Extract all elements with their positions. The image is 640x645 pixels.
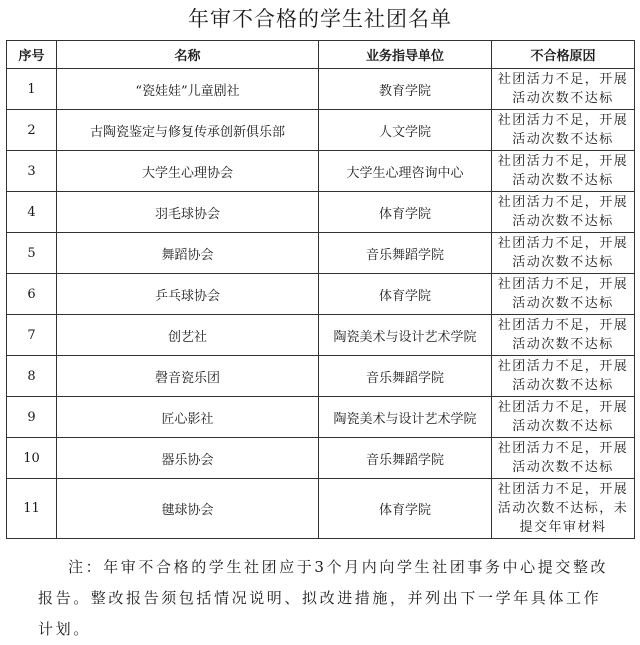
- row-unit: 体育学院: [319, 479, 492, 539]
- row-reason: 社团活力不足，开展活动次数不达标，未提交年审材料: [492, 479, 635, 539]
- row-reason: 社团活力不足，开展活动次数不达标: [492, 151, 635, 192]
- row-name: 磬音瓷乐团: [57, 356, 319, 397]
- table-row: [7, 315, 635, 356]
- header-name: 名称: [57, 41, 319, 69]
- row-name: 毽球协会: [57, 479, 319, 539]
- row-index: 5: [7, 233, 57, 274]
- row-index: 8: [7, 356, 57, 397]
- row-name: 舞蹈协会: [57, 233, 319, 274]
- header-reason: 不合格原因: [492, 41, 635, 69]
- row-name: 羽毛球协会: [57, 192, 319, 233]
- unqualified-clubs-table: [6, 40, 635, 539]
- row-name: 古陶瓷鉴定与修复传承创新俱乐部: [57, 110, 319, 151]
- table-row: [7, 69, 635, 110]
- table-row: [7, 192, 635, 233]
- row-reason: 社团活力不足，开展活动次数不达标: [492, 356, 635, 397]
- row-index: 1: [7, 69, 57, 110]
- row-reason: 社团活力不足，开展活动次数不达标: [492, 274, 635, 315]
- row-reason: 社团活力不足，开展活动次数不达标: [492, 69, 635, 110]
- row-unit: 音乐舞蹈学院: [319, 356, 492, 397]
- row-unit: 体育学院: [319, 192, 492, 233]
- header-index: 序号: [7, 41, 57, 69]
- row-index: 2: [7, 110, 57, 151]
- table-row: [7, 151, 635, 192]
- row-reason: 社团活力不足，开展活动次数不达标: [492, 192, 635, 233]
- row-name: “瓷娃娃”儿童剧社: [57, 69, 319, 110]
- table-header-row: [7, 41, 635, 69]
- row-unit: 音乐舞蹈学院: [319, 438, 492, 479]
- table-row: [7, 397, 635, 438]
- row-unit: 陶瓷美术与设计艺术学院: [319, 315, 492, 356]
- row-unit: 体育学院: [319, 274, 492, 315]
- row-unit: 音乐舞蹈学院: [319, 233, 492, 274]
- document-title: 年审不合格的学生社团名单: [188, 7, 452, 31]
- table-row: [7, 274, 635, 315]
- row-index: 7: [7, 315, 57, 356]
- row-index: 9: [7, 397, 57, 438]
- row-name: 乒乓球协会: [57, 274, 319, 315]
- row-name: 匠心影社: [57, 397, 319, 438]
- table-row: [7, 110, 635, 151]
- row-index: 3: [7, 151, 57, 192]
- row-unit: 教育学院: [319, 69, 492, 110]
- table-row: [7, 438, 635, 479]
- row-name: 大学生心理协会: [57, 151, 319, 192]
- footnote: 注：年审不合格的学生社团应于3个月内向学生社团事务中心提交整改报告。整改报告须包括情况说明、拟改进措施，并列出下一学年具体工作计划。: [38, 558, 609, 638]
- row-reason: 社团活力不足，开展活动次数不达标: [492, 233, 635, 274]
- row-unit: 陶瓷美术与设计艺术学院: [319, 397, 492, 438]
- row-name: 器乐协会: [57, 438, 319, 479]
- row-index: 10: [7, 438, 57, 479]
- row-index: 4: [7, 192, 57, 233]
- header-unit: 业务指导单位: [319, 41, 492, 69]
- table-row: [7, 479, 635, 539]
- row-index: 6: [7, 274, 57, 315]
- table-row: [7, 356, 635, 397]
- row-reason: 社团活力不足，开展活动次数不达标: [492, 438, 635, 479]
- row-unit: 大学生心理咨询中心: [319, 151, 492, 192]
- row-index: 11: [7, 479, 57, 539]
- row-reason: 社团活力不足，开展活动次数不达标: [492, 110, 635, 151]
- row-reason: 社团活力不足，开展活动次数不达标: [492, 315, 635, 356]
- table-row: [7, 233, 635, 274]
- row-name: 创艺社: [57, 315, 319, 356]
- row-reason: 社团活力不足，开展活动次数不达标: [492, 397, 635, 438]
- row-unit: 人文学院: [319, 110, 492, 151]
